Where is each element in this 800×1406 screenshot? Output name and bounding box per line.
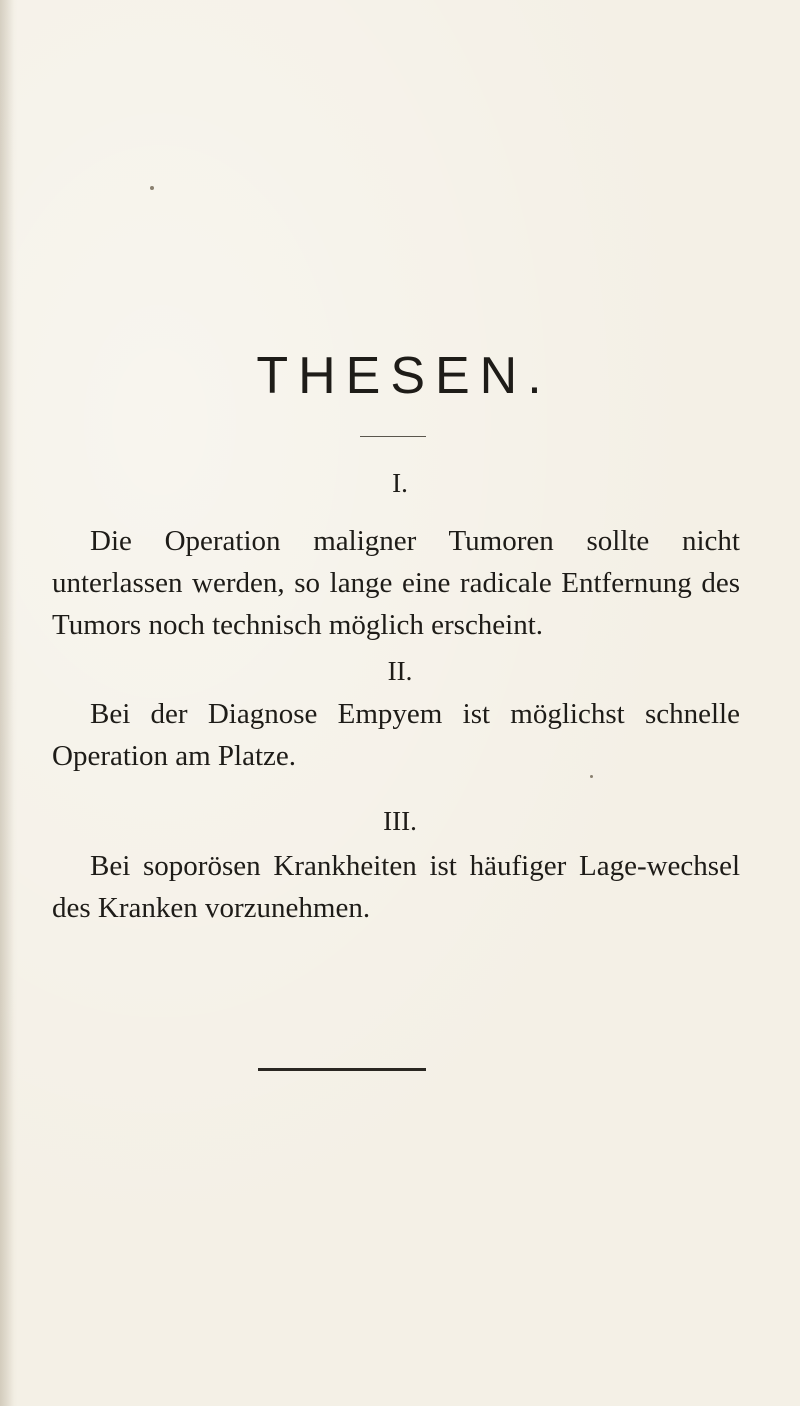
- thesis-3-numeral: III.: [383, 806, 417, 836]
- thesis-2-numeral: II.: [387, 656, 413, 686]
- thesis-2-text: Bei der Diagnose Empyem ist möglichst schnelle Operation am Platze.: [52, 698, 740, 772]
- paper-speck: [150, 186, 154, 190]
- page-edge-shadow: [0, 0, 14, 1406]
- closing-divider: [258, 1068, 426, 1071]
- thesis-1-numeral: I.: [392, 468, 408, 498]
- thesis-1-text: Die Operation maligner Tumoren sollte nicht unterlassen werden, so lange eine radicale Entfernung des Tumors noch technisch möglich erscheint.: [52, 525, 740, 641]
- page-title: THESEN.: [256, 347, 552, 405]
- thesis-3-text: Bei soporösen Krankheiten ist häufiger Lage-wechsel des Kranken vorzunehmen.: [52, 850, 740, 924]
- title-divider: [360, 436, 426, 437]
